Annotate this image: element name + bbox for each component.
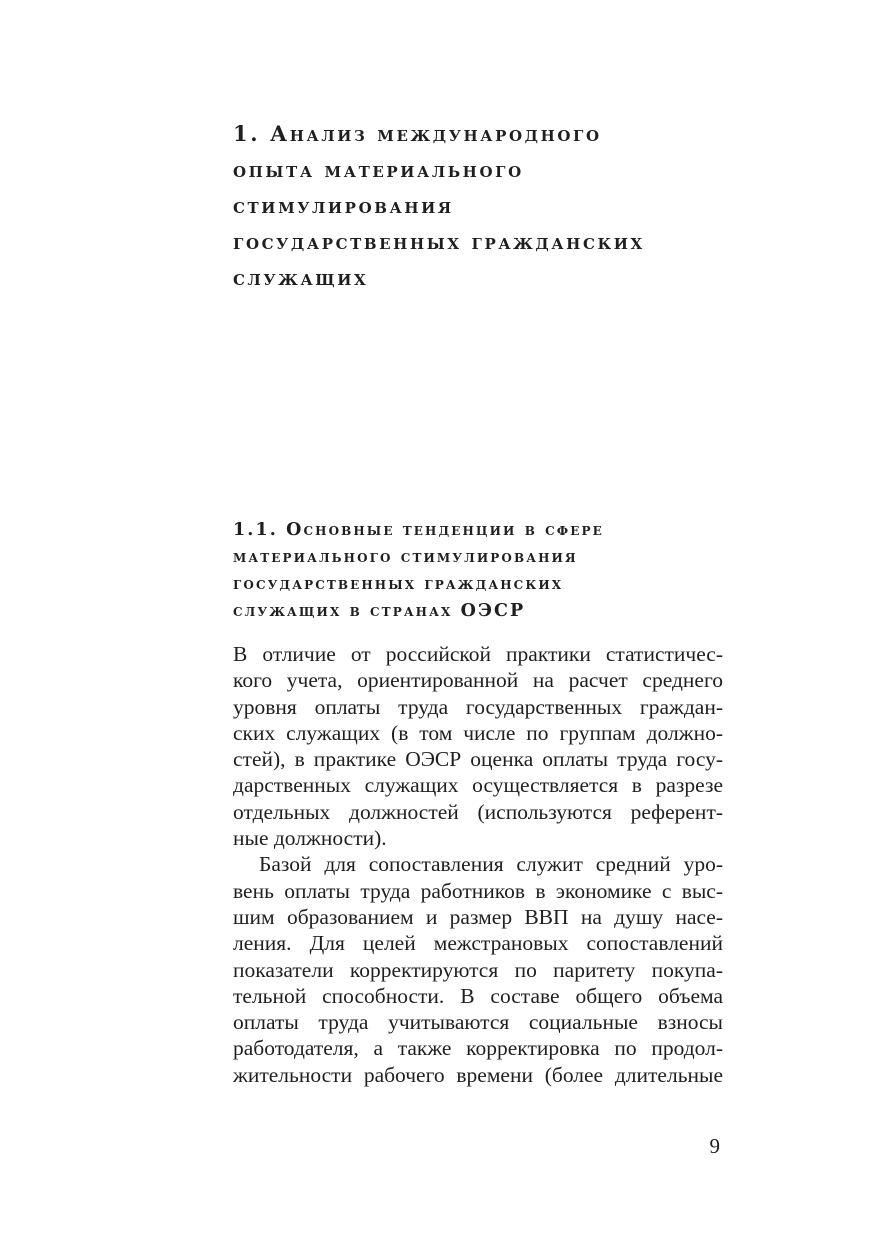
text-line: шим образованием и размер ВВП на душу насе-	[233, 904, 723, 929]
text-line: ления. Для целей межстрановых сопоставлений	[233, 931, 723, 956]
text-line: работодателя, а также корректировка по продол-	[233, 1036, 723, 1061]
text-line: тельной способности. В составе общего объема	[233, 983, 723, 1008]
section-title-line: служащих в странах ОЭСР	[233, 601, 526, 621]
page-number: 9	[709, 1134, 720, 1158]
text-line: жительности рабочего времени (более длительные	[233, 1062, 723, 1087]
section-title-line: материального стимулирования	[233, 547, 578, 567]
text-line: кого учета, ориентированной на расчет среднего	[233, 668, 723, 693]
text-line: уровня оплаты труда государственных граждан-	[233, 694, 723, 719]
chapter-title-line: стимулирования	[233, 193, 454, 218]
section-title	[233, 517, 693, 625]
paragraph-1	[233, 641, 723, 851]
text-line: отдельных должностей (используются референт-	[233, 799, 723, 824]
text-line: показатели корректируются по паритету покупа-	[233, 957, 723, 982]
text-line: дарственных служащих осуществляется в разрезе	[233, 773, 723, 798]
text-line: ные должности).	[233, 826, 387, 851]
chapter-title-line: служащих	[233, 265, 369, 290]
text-line: стей), в практике ОЭСР оценка оплаты труда госу-	[233, 747, 723, 772]
text-line: Базой для сопоставления служит средний уро-	[259, 852, 723, 877]
text-line: ских служащих (в том числе по группам должно-	[233, 720, 723, 745]
text-line: В отличие от российской практики статистичес-	[233, 642, 723, 666]
body-text	[233, 641, 723, 1088]
section-title-line: 1.1. Основные тенденции в сфере	[233, 520, 604, 540]
paragraph-2	[233, 851, 723, 1088]
text-line: вень оплаты труда работников в экономике с выс-	[233, 878, 723, 903]
chapter-title-line: государственных гражданских	[233, 229, 645, 254]
chapter-title	[233, 116, 673, 296]
text-line: оплаты труда учитываются социальные взносы	[233, 1010, 723, 1035]
section-title-line: государственных гражданских	[233, 574, 564, 594]
chapter-title-line: 1. Анализ международного	[233, 121, 602, 146]
chapter-title-line: опыта материального	[233, 157, 524, 182]
